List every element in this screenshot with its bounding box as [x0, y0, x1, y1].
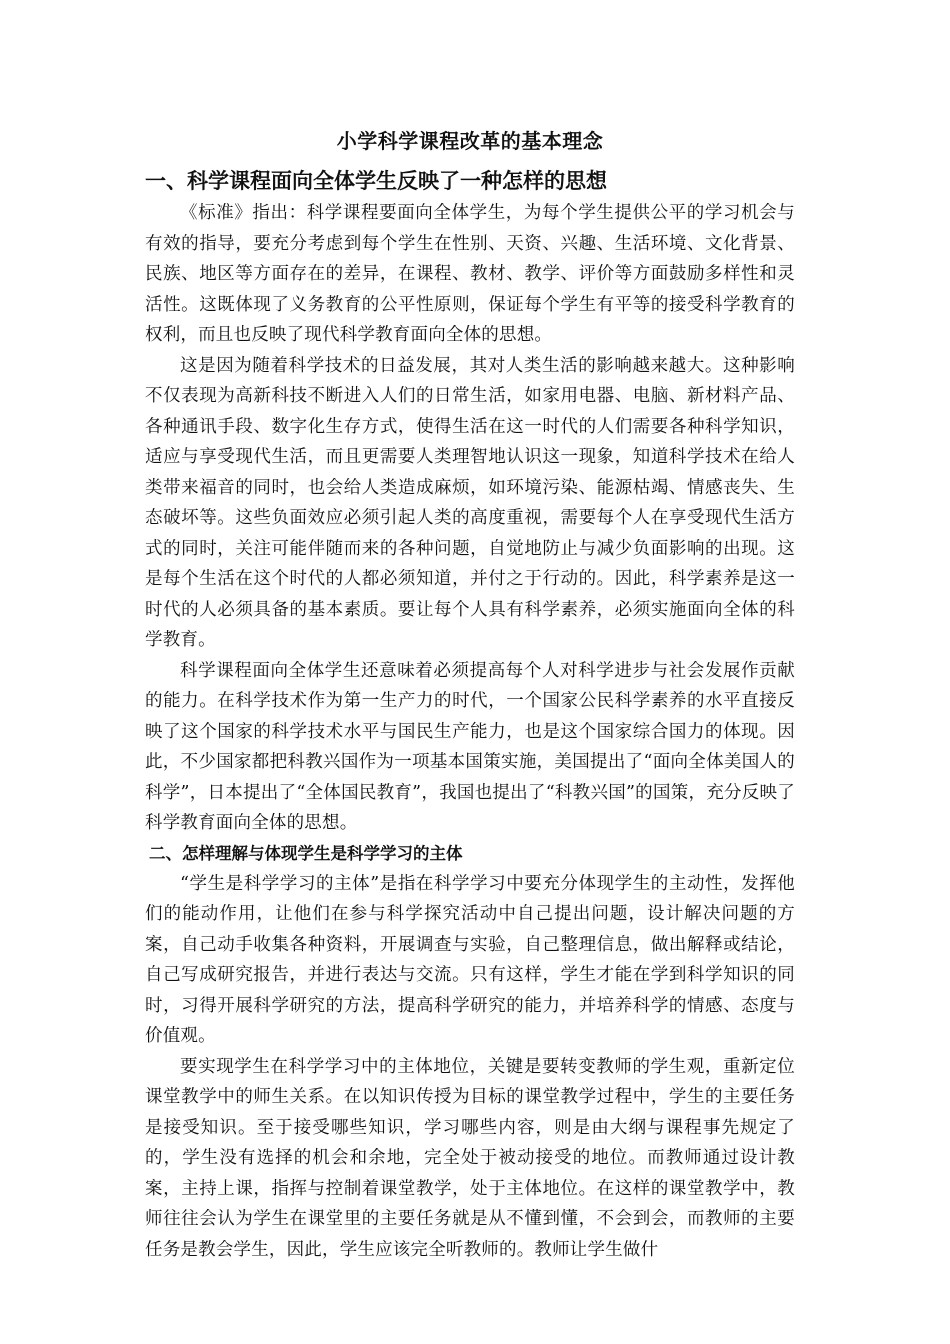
section-2-paragraph-1: “学生是科学学习的主体”是指在科学学习中要充分体现学生的主动性，发挥他们的能动作用，让他们在参与科学探究活动中自己提出问题，设计解决问题的方案，自己动手收集各种资料，开展调查与实验，自己整理信息，做出解释或结论，自己写成研究报告，并进行表达与交流。只有这样，学生才能在学到科学知识的同时，习得开展科学研究的方法，提高科学研究的能力，并培养科学的情感、态度与价值观。 — [145, 873, 795, 1046]
section-1-paragraph-2: 这是因为随着科学技术的日益发展，其对人类生活的影响越来越大。这种影响不仅表现为高新科技不断进入人们的日常生活，如家用电器、电脑、新材料产品、各种通讯手段、数字化生存方式，使得生活在这一时代的人们需要各种科学知识，适应与享受现代生活，而且更需要人类理智地认识这一现象，知道科学技术在给人类带来福音的同时，也会给人类造成麻烦，如环境污染、能源枯竭、情感丧失、生态破坏等。这些负面效应必须引起人类的高度重视，需要每个人在享受现代生活方式的同时，关注可能伴随而来的各种问题，自觉地防止与减少负面影响的出现。这是每个生活在这个时代的人都必须知道，并付之于行动的。因此，科学素养是这一时代的人必须具备的基本素质。要让每个人具有科学素养，必须实施面向全体的科学教育。 — [145, 355, 795, 650]
section-1-paragraph-3: 科学课程面向全体学生还意味着必须提高每个人对科学进步与社会发展作贡献的能力。在科学技术作为第一生产力的时代，一个国家公民科学素养的水平直接反映了这个国家的科学技术水平与国民生产能力，也是这个国家综合国力的体现。因此，不少国家都把科教兴国作为一项基本国策实施，美国提出了“面向全体美国人的科学”，日本提出了“全体国民教育”，我国也提出了“科教兴国”的国策，充分反映了科学教育面向全体的思想。 — [145, 660, 795, 833]
section-2-heading: 二、怎样理解与体现学生是科学学习的主体 — [149, 843, 463, 863]
section-1 — [145, 166, 795, 839]
document-title: 小学科学课程改革的基本理念 — [336, 129, 604, 153]
section-1-heading: 一、科学课程面向全体学生反映了一种怎样的思想 — [145, 169, 607, 193]
document-body — [145, 126, 795, 1265]
section-2-paragraph-2: 要实现学生在科学学习中的主体地位，关键是要转变教师的学生观，重新定位课堂教学中的师生关系。在以知识传授为目标的课堂教学过程中，学生的主要任务是接受知识。至于接受哪些知识，学习哪些内容，则是由大纲与课程事先规定了的，学生没有选择的机会和余地，完全处于被动接受的地位。而教师通过设计教案，主持上课，指挥与控制着课堂教学，处于主体地位。在这样的课堂教学中，教师往往会认为学生在课堂里的主要任务就是从不懂到懂，不会到会，而教师的主要任务是教会学生，因此，学生应该完全听教师的。教师让学生做什 — [145, 1056, 795, 1260]
section-2 — [145, 839, 795, 1266]
section-1-paragraph-1: 《标准》指出：科学课程要面向全体学生，为每个学生提供公平的学习机会与有效的指导，要充分考虑到每个学生在性别、天资、兴趣、生活环境、文化背景、民族、地区等方面存在的差异，在课程、教材、教学、评价等方面鼓励多样性和灵活性。这既体现了义务教育的公平性原则，保证每个学生有平等的接受科学教育的权利，而且也反映了现代科学教育面向全体的思想。 — [145, 203, 795, 345]
